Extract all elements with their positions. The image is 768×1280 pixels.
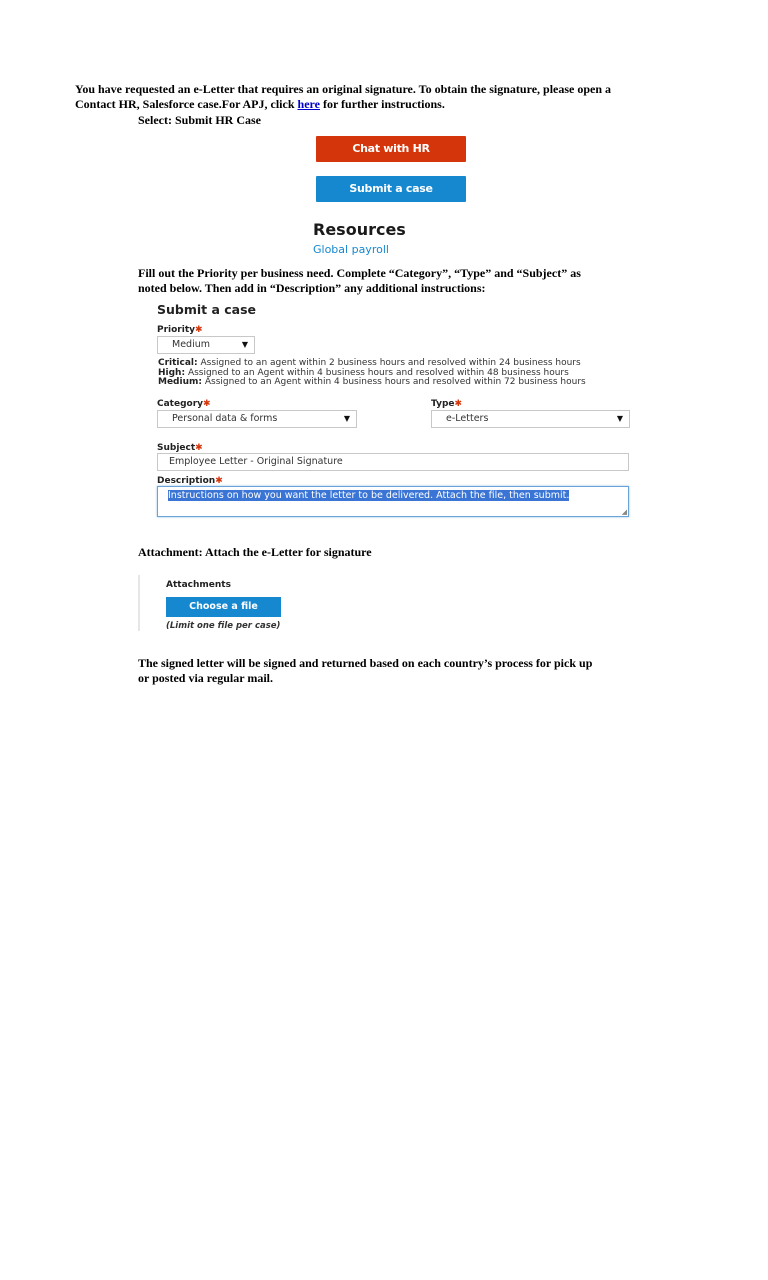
priority-note-high: High: Assigned to an Agent within 4 business hours and resolved within 48 business hours bbox=[158, 367, 569, 378]
description-label-text: Description bbox=[157, 476, 216, 486]
global-payroll-link[interactable]: Global payroll bbox=[313, 243, 389, 256]
priority-value: Medium bbox=[172, 339, 210, 350]
attachments-label: Attachments bbox=[166, 580, 231, 590]
priority-select[interactable] bbox=[157, 336, 255, 354]
chevron-down-icon: ▼ bbox=[343, 414, 350, 423]
type-select[interactable] bbox=[431, 410, 630, 428]
subject-label-text: Subject bbox=[157, 443, 196, 453]
subject-input[interactable] bbox=[157, 453, 629, 471]
priority-label-text: Priority bbox=[157, 325, 195, 335]
required-star-icon: ✱ bbox=[203, 399, 211, 409]
chevron-down-icon: ▼ bbox=[241, 340, 248, 349]
type-label-text: Type bbox=[431, 399, 455, 409]
closing-line-1: The signed letter will be signed and returned based on each country’s process for pick up bbox=[138, 656, 593, 670]
required-star-icon: ✱ bbox=[195, 443, 203, 453]
intro-line-2 bbox=[75, 97, 445, 112]
intro-line-2-before: Contact HR, Salesforce case.For APJ, click bbox=[75, 97, 298, 111]
required-star-icon: ✱ bbox=[215, 476, 223, 486]
priority-notes bbox=[158, 359, 586, 388]
closing-line-2: or posted via regular mail. bbox=[138, 671, 273, 685]
required-star-icon: ✱ bbox=[454, 399, 463, 409]
chat-with-hr-button[interactable]: Chat with HR bbox=[316, 136, 466, 162]
subject-value: Employee Letter - Original Signature bbox=[169, 456, 343, 467]
required-star-icon: ✱ bbox=[195, 325, 203, 335]
type-value: e-Letters bbox=[446, 413, 489, 424]
category-label bbox=[157, 399, 211, 409]
category-select[interactable] bbox=[157, 410, 357, 428]
intro-line-1: You have requested an e-Letter that requires an original signature. To obtain the signature, please open a bbox=[75, 82, 612, 96]
instructions-line-1: Fill out the Priority per business need. Complete “Category”, “Type” and “Subject” as bbox=[138, 266, 581, 280]
resources-title: Resources bbox=[313, 220, 406, 239]
attachment-divider bbox=[138, 575, 140, 631]
subject-label bbox=[157, 443, 203, 453]
select-instruction: Select: Submit HR Case bbox=[138, 113, 261, 127]
attachment-heading: Attachment: Attach the e-Letter for signature bbox=[138, 545, 372, 559]
description-textarea[interactable] bbox=[157, 486, 629, 517]
description-label bbox=[157, 476, 223, 486]
description-value: Instructions on how you want the letter to be delivered. Attach the file, then submit. bbox=[168, 490, 570, 501]
submit-a-case-button[interactable]: Submit a case bbox=[316, 176, 466, 202]
choose-file-button[interactable]: Choose a file bbox=[166, 597, 281, 617]
category-value: Personal data & forms bbox=[172, 413, 278, 424]
type-label bbox=[431, 399, 462, 409]
chevron-down-icon: ▼ bbox=[616, 414, 623, 423]
form-title: Submit a case bbox=[157, 302, 257, 317]
intro-line-2-after: for further instructions. bbox=[319, 97, 445, 111]
category-label-text: Category bbox=[157, 399, 204, 409]
priority-label bbox=[157, 325, 203, 335]
here-link[interactable]: here bbox=[297, 97, 320, 111]
priority-note-medium: Medium: Assigned to an Agent within 4 business hours and resolved within 72 business hours bbox=[158, 377, 586, 387]
priority-note-critical: Critical: Assigned to an agent within 2 business hours and resolved within 24 business hours bbox=[158, 358, 581, 368]
attachment-limit-note: (Limit one file per case) bbox=[166, 621, 281, 631]
resize-handle-icon[interactable]: ◢ bbox=[621, 508, 627, 516]
instructions-line-2: noted below. Then add in “Description” any additional instructions: bbox=[138, 281, 486, 295]
